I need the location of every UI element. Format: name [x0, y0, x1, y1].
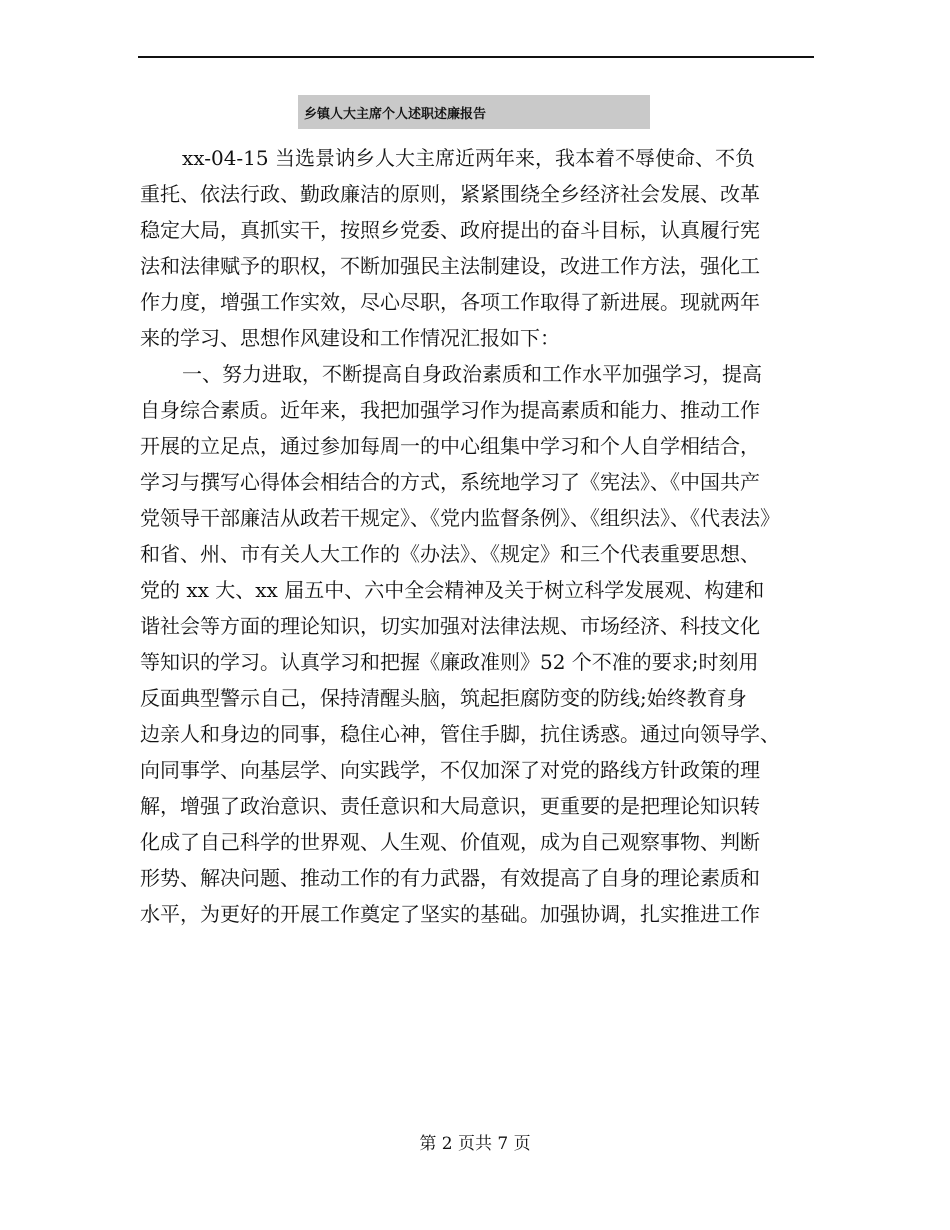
body-line: 向同事学、向基层学、向实践学，不仅加深了对党的路线方针政策的理	[140, 758, 760, 782]
body-line: 边亲人和身边的同事，稳住心神，管住手脚，抗住诱惑。通过向领导学、	[140, 722, 780, 746]
body-line: 自身综合素质。近年来，我把加强学习作为提高素质和能力、推动工作	[140, 398, 760, 422]
body-line: 一、努力进取，不断提高自身政治素质和工作水平加强学习，提高	[182, 362, 762, 386]
body-line: 等知识的学习。认真学习和把握《廉政准则》52 个不准的要求;时刻用	[140, 650, 759, 674]
body-line: 开展的立足点，通过参加每周一的中心组集中学习和个人自学相结合，	[140, 434, 760, 458]
document-title: 乡镇人大主席个人述职述廉报告	[304, 106, 487, 122]
body-line: 作力度，增强工作实效，尽心尽职，各项工作取得了新进展。现就两年	[140, 290, 760, 314]
body-line: xx-04-15 当选景讷乡人大主席近两年来，我本着不辱使命、不负	[182, 146, 755, 170]
body-line: 水平，为更好的开展工作奠定了坚实的基础。加强协调，扎实推进工作	[140, 902, 760, 926]
body-line: 形势、解决问题、推动工作的有力武器，有效提高了自身的理论素质和	[140, 866, 760, 890]
body-line: 法和法律赋予的职权，不断加强民主法制建设，改进工作方法，强化工	[140, 254, 760, 278]
body-line: 党的 xx 大、xx 届五中、六中全会精神及关于树立科学发展观、构建和	[140, 578, 765, 602]
body-line: 和省、州、市有关人大工作的《办法》、《规定》和三个代表重要思想、	[140, 542, 760, 566]
body-line: 重托、依法行政、勤政廉洁的原则，紧紧围绕全乡经济社会发展、改革	[140, 182, 760, 206]
body-line: 解，增强了政治意识、责任意识和大局意识，更重要的是把理论知识转	[140, 794, 760, 818]
page-footer: 第 2 页共 7 页	[419, 1134, 531, 1154]
body-line: 稳定大局，真抓实干，按照乡党委、政府提出的奋斗目标，认真履行宪	[140, 218, 760, 242]
title-box	[298, 95, 650, 129]
body-line: 谐社会等方面的理论知识，切实加强对法律法规、市场经济、科技文化	[140, 614, 760, 638]
body-line: 来的学习、思想作风建设和工作情况汇报如下：	[140, 326, 560, 350]
body-line: 党领导干部廉洁从政若干规定》、《党内监督条例》、《组织法》、《代表法》	[140, 506, 780, 530]
body-line: 反面典型警示自己，保持清醒头脑，筑起拒腐防变的防线;始终教育身	[140, 686, 747, 710]
body-line: 化成了自己科学的世界观、人生观、价值观，成为自己观察事物、判断	[140, 830, 760, 854]
body-line: 学习与撰写心得体会相结合的方式，系统地学习了《宪法》、《中国共产	[140, 470, 760, 494]
body-text	[140, 140, 820, 932]
header-rule	[138, 56, 814, 58]
